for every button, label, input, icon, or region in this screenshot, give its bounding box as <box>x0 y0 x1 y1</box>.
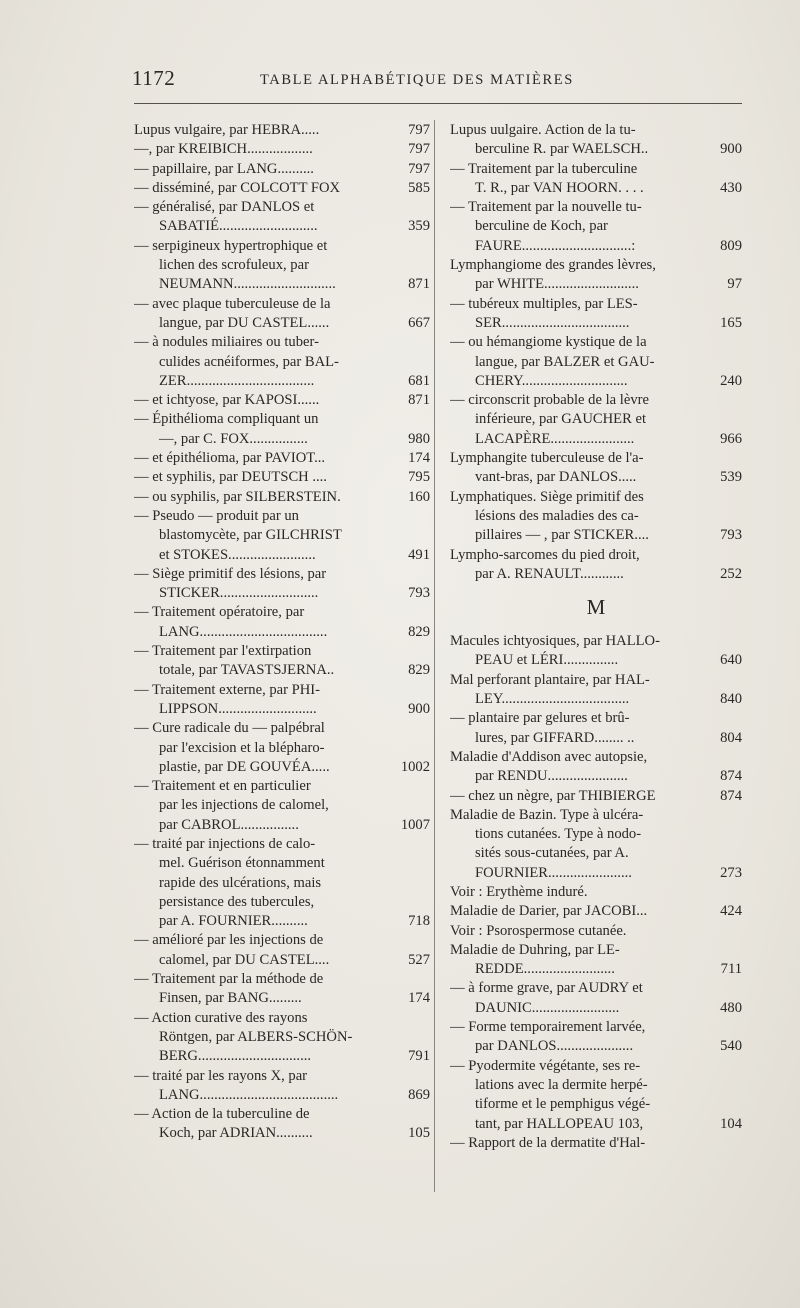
entry-line: — et syphilis, par DEUTSCH .... <box>134 469 327 486</box>
index-entry <box>450 391 742 449</box>
entry-line: — Traitement par la méthode de <box>134 971 324 988</box>
entry-page-number: 240 <box>720 372 742 389</box>
entry-page-number: 174 <box>408 450 430 467</box>
entry-line: REDDE......................... <box>475 961 615 978</box>
entry-page-number: 1007 <box>400 816 430 833</box>
entry-line: berculine de Koch, par <box>475 218 608 235</box>
index-entry <box>450 1057 742 1134</box>
entry-page-number: 527 <box>408 951 430 968</box>
entry-page-number: 273 <box>720 864 742 881</box>
entry-line: — Siège primitif des lésions, par <box>134 565 327 582</box>
index-entry <box>450 941 742 980</box>
entry-line: SABATIÉ........................... <box>159 218 318 235</box>
index-entry <box>450 121 742 160</box>
entry-page-number: 900 <box>720 141 742 158</box>
entry-page-number: 871 <box>408 276 430 293</box>
entry-line: vant-bras, par DANLOS..... <box>475 469 637 486</box>
entry-line: ZER................................... <box>159 372 315 389</box>
entry-line: Lymphatiques. Siège primitif des <box>450 488 644 505</box>
entry-page-number: 480 <box>720 999 742 1016</box>
entry-line: Lymphangite tuberculeuse de l'a- <box>450 450 644 467</box>
entry-line: — et ichtyose, par KAPOSI...... <box>134 392 320 409</box>
right-column-l-entries <box>450 121 742 584</box>
index-entry <box>134 835 430 931</box>
entry-line: plastie, par DE GOUVÉA..... <box>159 758 330 775</box>
index-entry <box>450 806 742 883</box>
index-entry <box>450 748 742 787</box>
index-entry <box>450 198 742 256</box>
entry-line: Finsen, par BANG......... <box>159 990 302 1007</box>
entry-line: sités sous-cutanées, par A. <box>475 845 629 862</box>
entry-line: par WHITE.......................... <box>475 276 639 293</box>
entry-line: tions cutanées. Type à nodo- <box>475 826 642 843</box>
index-entry <box>134 931 430 970</box>
entry-line: — Traitement par la nouvelle tu- <box>450 199 642 216</box>
running-title: TABLE ALPHABÉTIQUE DES MATIÈRES <box>260 72 574 88</box>
entry-line: par RENDU...................... <box>475 768 628 785</box>
index-entry <box>134 1105 430 1144</box>
entry-page-number: 871 <box>408 392 430 409</box>
entry-line: — Traitement par la tuberculine <box>450 160 638 177</box>
entry-line: Mal perforant plantaire, par HAL- <box>450 671 650 688</box>
entry-page-number: 797 <box>408 160 430 177</box>
entry-line: — à forme grave, par AUDRY et <box>450 980 643 997</box>
entry-line: lations avec la dermite herpé- <box>475 1076 648 1093</box>
entry-line: LEY................................... <box>475 691 630 708</box>
entry-line: —, par KREIBICH.................. <box>134 141 313 158</box>
index-entry <box>134 565 430 604</box>
entry-line: — à nodules miliaires ou tuber- <box>134 334 319 351</box>
index-entry <box>450 632 742 671</box>
index-entry <box>450 546 742 585</box>
entry-line: — Rapport de la dermatite d'Hal- <box>450 1134 646 1151</box>
entry-line: — papillaire, par LANG.......... <box>134 160 314 177</box>
entry-page-number: 424 <box>720 903 742 920</box>
index-entry <box>450 709 742 748</box>
entry-line: STICKER........................... <box>159 585 319 602</box>
entry-page-number: 539 <box>720 469 742 486</box>
entry-page-number: 430 <box>720 179 742 196</box>
entry-line: — disséminé, par COLCOTT FOX <box>134 179 341 196</box>
index-entry <box>450 1018 742 1057</box>
entry-line: par A. RENAULT............ <box>475 565 624 582</box>
index-entry <box>134 719 430 777</box>
entry-page-number: 795 <box>408 469 430 486</box>
entry-page-number: 540 <box>720 1038 742 1055</box>
index-entry <box>134 121 430 140</box>
entry-line: LANG...................................... <box>159 1086 339 1103</box>
entry-line: — Traitement externe, par PHI- <box>134 681 321 698</box>
entry-line: — Cure radicale du — palpébral <box>134 720 325 737</box>
entry-line: tiforme et le pemphigus végé- <box>475 1096 651 1113</box>
entry-page-number: 874 <box>720 768 742 785</box>
right-column <box>450 121 742 1153</box>
index-entry <box>134 777 430 835</box>
entry-line: Maladie de Bazin. Type à ulcéra- <box>450 806 644 823</box>
index-entry <box>134 391 430 410</box>
index-entry <box>134 410 430 449</box>
entry-page-number: 667 <box>408 314 430 331</box>
entry-page-number: 97 <box>727 276 742 293</box>
entry-page-number: 718 <box>408 913 430 930</box>
section-letter-m: M <box>586 595 606 620</box>
index-entry <box>450 979 742 1018</box>
entry-page-number: 804 <box>720 729 742 746</box>
entry-page-number: 966 <box>720 430 742 447</box>
entry-page-number: 681 <box>408 372 430 389</box>
entry-line: T. R., par VAN HOORN. . . . <box>475 179 644 196</box>
index-entry <box>450 256 742 295</box>
entry-line: pillaires — , par STICKER.... <box>475 527 649 544</box>
index-entry <box>134 1067 430 1106</box>
entry-line: par les injections de calomel, <box>159 797 329 814</box>
entry-line: FAURE..............................: <box>475 237 636 254</box>
index-entry <box>134 140 430 159</box>
entry-page-number: 252 <box>720 565 742 582</box>
entry-line: Voir : Psorospermose cutanée. <box>450 922 627 939</box>
index-entry <box>134 179 430 198</box>
index-entry <box>134 507 430 565</box>
entry-line: DAUNIC........................ <box>475 999 620 1016</box>
index-entry <box>134 603 430 642</box>
entry-line: Lupus uulgaire. Action de la tu- <box>450 122 636 138</box>
index-entry <box>134 1009 430 1067</box>
page-header <box>132 66 742 96</box>
index-entry <box>134 488 430 507</box>
entry-page-number: 809 <box>720 237 742 254</box>
entry-page-number: 105 <box>408 1125 430 1142</box>
index-entry <box>450 787 742 806</box>
index-entry <box>450 671 742 710</box>
entry-line: LACAPÈRE....................... <box>475 430 635 447</box>
entry-line: rapide des ulcérations, mais <box>159 874 322 891</box>
entry-line: par CABROL................ <box>159 816 299 833</box>
entry-line: — traité par les rayons X, par <box>134 1067 308 1084</box>
entry-line: lichen des scrofuleux, par <box>159 257 309 274</box>
entry-page-number: 104 <box>720 1115 742 1132</box>
entry-line: — Forme temporairement larvée, <box>450 1019 646 1036</box>
index-entry <box>134 160 430 179</box>
entry-line: culides acnéiformes, par BAL- <box>159 353 339 370</box>
entry-line: FOURNIER....................... <box>475 864 632 881</box>
entry-line: LANG................................... <box>159 623 328 640</box>
entry-line: lures, par GIFFARD........ .. <box>475 729 635 746</box>
entry-line: — généralisé, par DANLOS et <box>134 199 315 216</box>
entry-line: Röntgen, par ALBERS-SCHÖN- <box>159 1028 353 1045</box>
entry-line: — Épithélioma compliquant un <box>134 411 319 428</box>
entry-line: — ou syphilis, par SILBERSTEIN. <box>134 488 341 505</box>
entry-line: et STOKES........................ <box>159 546 316 563</box>
entry-line: langue, par BALZER et GAU- <box>475 353 655 370</box>
entry-page-number: 359 <box>408 218 430 235</box>
entry-line: — Traitement par l'extirpation <box>134 643 312 660</box>
entry-line: langue, par DU CASTEL...... <box>159 314 330 331</box>
entry-page-number: 829 <box>408 623 430 640</box>
entry-line: — Traitement opératoire, par <box>134 604 305 621</box>
entry-line: —, par C. FOX................ <box>159 430 308 447</box>
entry-line: — Traitement et en particulier <box>134 778 311 795</box>
index-entry <box>450 333 742 391</box>
index-entry <box>450 449 742 488</box>
entry-page-number: 829 <box>408 662 430 679</box>
index-entry <box>450 922 742 941</box>
entry-line: CHERY............................. <box>475 372 628 389</box>
entry-line: — amélioré par les injections de <box>134 932 324 949</box>
entry-page-number: 711 <box>720 961 742 978</box>
entry-page-number: 869 <box>408 1086 430 1103</box>
entry-line: inférieure, par GAUCHER et <box>475 411 647 428</box>
entry-line: — avec plaque tuberculeuse de la <box>134 295 331 312</box>
entry-page-number: 874 <box>720 787 742 804</box>
entry-line: Voir : Erythème induré. <box>450 883 588 900</box>
entry-line: — et épithélioma, par PAVIOT... <box>134 450 326 467</box>
index-entry <box>134 295 430 334</box>
entry-line: Lupus vulgaire, par HEBRA..... <box>134 122 320 138</box>
entry-line: — Action de la tuberculine de <box>134 1106 310 1123</box>
entry-line: SER................................... <box>475 314 630 331</box>
entry-line: — Pseudo — produit par un <box>134 507 299 524</box>
entry-line: — chez un nègre, par THIBIERGE <box>450 787 656 804</box>
entry-line: PEAU et LÉRI............... <box>475 652 619 669</box>
entry-line: calomel, par DU CASTEL.... <box>159 951 330 968</box>
entry-line: — ou hémangiome kystique de la <box>450 334 647 351</box>
entry-page-number: 797 <box>408 141 430 158</box>
entry-line: NEUMANN............................ <box>159 276 336 293</box>
entry-page-number: 165 <box>720 314 742 331</box>
entry-line: — tubéreux multiples, par LES- <box>450 295 638 312</box>
index-entry <box>450 295 742 334</box>
entry-line: — serpigineux hypertrophique et <box>134 237 328 254</box>
entry-line: — Pyodermite végétante, ses re- <box>450 1057 641 1074</box>
index-entry <box>450 1134 742 1153</box>
index-entry <box>134 333 430 391</box>
entry-page-number: 840 <box>720 691 742 708</box>
entry-page-number: 793 <box>720 527 742 544</box>
column-divider <box>434 120 435 1192</box>
entry-line: par A. FOURNIER.......... <box>159 913 308 930</box>
entry-line: totale, par TAVASTSJERNA.. <box>159 662 335 679</box>
entry-line: Macules ichtyosiques, par HALLO- <box>450 633 660 650</box>
entry-line: BERG............................... <box>159 1048 312 1065</box>
entry-line: LIPPSON........................... <box>159 700 317 717</box>
index-entry <box>134 681 430 720</box>
index-entry <box>134 198 430 237</box>
index-entry <box>450 160 742 199</box>
header-rule <box>134 103 742 104</box>
index-entry <box>134 468 430 487</box>
entry-line: — plantaire par gelures et brû- <box>450 710 630 727</box>
entry-page-number: 491 <box>408 546 430 563</box>
entry-line: Maladie d'Addison avec autopsie, <box>450 748 648 765</box>
entry-line: Maladie de Darier, par JACOBI... <box>450 903 648 920</box>
entry-line: mel. Guérison étonnamment <box>159 855 325 872</box>
entry-line: Maladie de Duhring, par LE- <box>450 941 620 958</box>
left-column <box>134 121 430 1144</box>
right-column-m-entries <box>450 632 742 1153</box>
index-entry <box>134 642 430 681</box>
entry-line: lésions des maladies des ca- <box>475 507 639 524</box>
index-entry <box>450 902 742 921</box>
entry-line: par DANLOS..................... <box>475 1038 634 1055</box>
entry-line: Lympho-sarcomes du pied droit, <box>450 546 640 563</box>
entry-page-number: 980 <box>408 430 430 447</box>
entry-line: — traité par injections de calo- <box>134 835 316 852</box>
entry-page-number: 160 <box>408 488 430 505</box>
entry-page-number: 585 <box>408 179 430 196</box>
entry-line: blastomycète, par GILCHRIST <box>159 527 342 544</box>
index-entry <box>134 237 430 295</box>
entry-line: par l'excision et la blépharo- <box>159 739 325 756</box>
entry-line: — Action curative des rayons <box>134 1009 308 1026</box>
index-entry <box>134 449 430 468</box>
index-entry <box>134 970 430 1009</box>
page-number: 1172 <box>132 66 176 90</box>
index-entry <box>450 883 742 902</box>
entry-line: tant, par HALLOPEAU 103, <box>475 1115 644 1132</box>
entry-page-number: 174 <box>408 990 430 1007</box>
entry-line: persistance des tubercules, <box>159 893 315 910</box>
entry-line: — circonscrit probable de la lèvre <box>450 392 649 409</box>
entry-page-number: 640 <box>720 652 742 669</box>
index-entry <box>450 488 742 546</box>
entry-line: Koch, par ADRIAN.......... <box>159 1125 313 1142</box>
entry-page-number: 793 <box>408 585 430 602</box>
entry-page-number: 797 <box>408 122 430 138</box>
entry-page-number: 900 <box>408 700 430 717</box>
entry-line: berculine R. par WAELSCH.. <box>475 141 649 158</box>
entry-line: Lymphangiome des grandes lèvres, <box>450 257 656 274</box>
entry-page-number: 791 <box>408 1048 430 1065</box>
entry-page-number: 1002 <box>400 758 430 775</box>
